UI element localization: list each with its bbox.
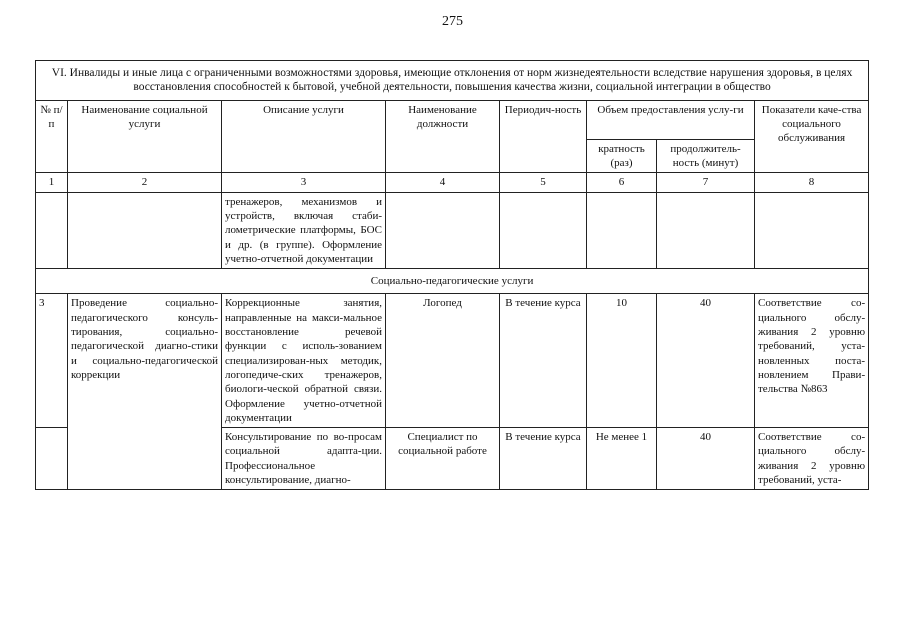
row-frequency: 10 [587, 294, 657, 428]
services-table [35, 60, 869, 490]
row-num: 3 [36, 294, 68, 428]
row-duration: 40 [657, 428, 755, 490]
header-frequency: кратность (раз) [587, 139, 657, 173]
header-num: № п/п [36, 100, 68, 173]
row-quality: Соответствие со-циального обслу-живания 2 уровню требований, уста- [755, 428, 869, 490]
section-title: VI. Инвалиды и иные лица с ограниченными возможностями здоровья, имеющие отклонения от норм жизнедеятельности вследствие нарушения здоровья, в целях восстановления способностей к бытовой, учебной деятельности, повышения качества жизни, социальной интеграции в общество [36, 61, 869, 101]
subsection-title: Социально-педагогические услуги [36, 269, 869, 294]
page-number: 275 [442, 14, 463, 29]
table-row [36, 294, 869, 428]
column-number: 7 [657, 173, 755, 192]
column-number: 1 [36, 173, 68, 192]
header-duration: продолжитель-ность (минут) [657, 139, 755, 173]
header-service-name: Наименование социальной услуги [68, 100, 222, 173]
continuation-row [36, 192, 869, 268]
header-volume: Объем предоставления услу-ги [587, 100, 755, 139]
row-quality: Соответствие со-циального обслу-живания 2 уровню требований, уста-новленных поста-новлением Прави-тельства №863 [755, 294, 869, 428]
continuation-description: тренажеров, механизмов и устройств, включая стаби-лометрические платформы, БОС и др. (в группе). Оформление учетно-отчетной документации [222, 192, 386, 268]
row-service-name: Проведение социально-педагогического консуль-тирования, социально-педагогической диагно-стики и социально-педагогической коррекции [68, 294, 222, 490]
header-description: Описание услуги [222, 100, 386, 173]
row-periodicity: В течение курса [500, 428, 587, 490]
row-duration: 40 [657, 294, 755, 428]
column-number: 3 [222, 173, 386, 192]
column-number: 2 [68, 173, 222, 192]
column-numbers-row [36, 173, 869, 192]
column-number: 6 [587, 173, 657, 192]
row-description: Коррекционные занятия, направленные на макси-мальное восстановление речевой функции с исполь-зованием специализирован-ных методик, логопедиче-ских тренажеров, биологи-ческой обратной связи. Оформление учетно-отчетной документации [222, 294, 386, 428]
row-position: Специалист по социальной работе [386, 428, 500, 490]
column-number: 5 [500, 173, 587, 192]
row-periodicity: В течение курса [500, 294, 587, 428]
header-periodicity: Периодич-ность [500, 100, 587, 173]
column-number: 8 [755, 173, 869, 192]
row-description: Консультирование по во-просам социальной адапта-ции. Профессиональное консультирование, диагно- [222, 428, 386, 490]
column-number: 4 [386, 173, 500, 192]
row-position: Логопед [386, 294, 500, 428]
header-position: Наименование должности [386, 100, 500, 173]
row-frequency: Не менее 1 [587, 428, 657, 490]
header-quality: Показатели каче-ства социального обслуживания [755, 100, 869, 173]
